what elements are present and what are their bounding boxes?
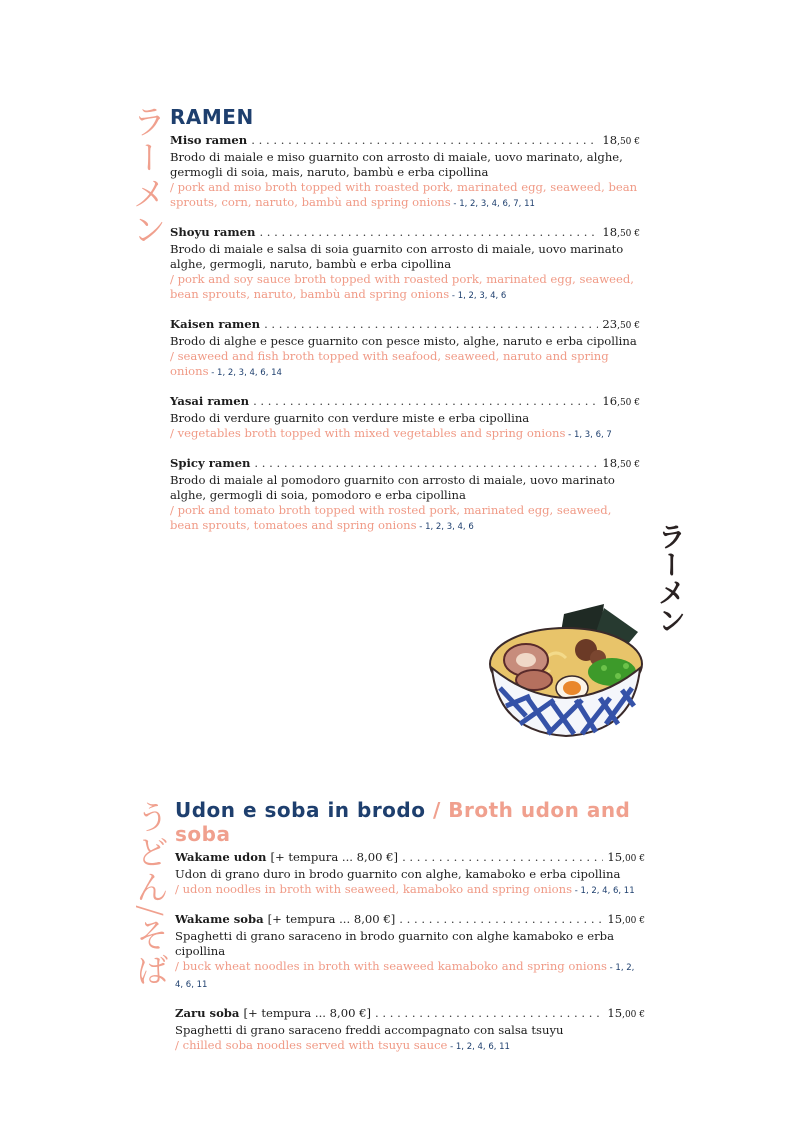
- price-int: 18: [602, 456, 618, 470]
- menu-item-price: [602, 225, 640, 242]
- menu-item-description-en: / udon noodles in broth with seaweed, kamaboko and spring onions: [175, 882, 573, 896]
- leader-dots: [253, 394, 598, 409]
- menu-item-description-it: Brodo di maiale e salsa di soia guarnito con arrosto di maiale, uovo marinato alghe, germogli, naruto, bambù e erba cipollina: [170, 242, 624, 271]
- tempura-extra: [+ tempura ... 8,00 €]: [270, 850, 399, 864]
- price-int: 15: [607, 1006, 623, 1020]
- menu-item-header: [175, 850, 645, 867]
- leader-dots: [264, 317, 598, 332]
- menu-item: [170, 133, 640, 212]
- price-dec: ,50 €: [617, 460, 640, 470]
- price-int: 15: [607, 912, 623, 926]
- menu-item-description-en: / buck wheat noodles in broth with seaweed kamaboko and spring onions: [175, 959, 607, 973]
- menu-item-name: Miso ramen: [170, 133, 248, 147]
- menu-item-description-it: Brodo di verdure guarnito con verdure miste e erba cipollina: [170, 411, 530, 425]
- menu-item-description-en: / chilled soba noodles served with tsuyu sauce: [175, 1038, 448, 1052]
- udon-soba-kana-decoration: うどん/そば: [131, 800, 170, 989]
- menu-item-description-it: Brodo di maiale al pomodoro guarnito con arrosto di maiale, uovo marinato alghe, germogli di soia, pomodoro e erba cipollina: [170, 473, 615, 502]
- section-title-en: / Broth udon and soba: [175, 798, 631, 846]
- menu-item: [175, 912, 645, 993]
- menu-item-header: [170, 394, 640, 411]
- price-int: 18: [602, 225, 618, 239]
- allergens: - 1, 2, 3, 4, 6, 14: [208, 368, 282, 378]
- leader-dots: [375, 1006, 603, 1021]
- menu-item-name: Shoyu ramen: [170, 225, 256, 239]
- leader-dots: [259, 225, 598, 240]
- menu-item: [175, 1006, 645, 1055]
- price-int: 16: [602, 394, 618, 408]
- menu-item-name: Zaru soba: [175, 1006, 240, 1020]
- price-dec: ,50 €: [617, 398, 640, 408]
- price-dec: ,00 €: [622, 854, 645, 864]
- menu-item-description-it: Spaghetti di grano saraceno in brodo guarnito con alghe kamaboko e erba cipollina: [175, 929, 614, 958]
- menu-item-price: [602, 394, 640, 411]
- ramen-section-title: RAMEN: [170, 105, 254, 129]
- allergens: - 1, 2, 4, 6, 11: [175, 963, 635, 990]
- allergens: - 1, 2, 4, 6, 11: [572, 886, 635, 896]
- price-dec: ,50 €: [617, 321, 640, 331]
- menu-item-name: Yasai ramen: [170, 394, 250, 408]
- menu-item-description-en: / pork and miso broth topped with roasted pork, marinated egg, seaweed, bean sprouts, corn, naruto, bambù and spring onions: [170, 180, 638, 209]
- allergens: - 1, 2, 3, 4, 6, 7, 11: [450, 199, 535, 209]
- menu-item: [170, 225, 640, 304]
- leader-dots: [399, 912, 603, 927]
- tempura-extra: [+ tempura ... 8,00 €]: [243, 1006, 372, 1020]
- menu-item-header: [175, 1006, 645, 1023]
- allergens: - 1, 2, 3, 4, 6: [449, 291, 507, 301]
- price-dec: ,50 €: [617, 137, 640, 147]
- leader-dots: [402, 850, 603, 865]
- menu-item-price: [607, 850, 645, 867]
- menu-item-header: [170, 317, 640, 334]
- ramen-section: [170, 105, 640, 548]
- udon-soba-section-title: [175, 798, 645, 846]
- menu-item-description-it: Brodo di maiale e miso guarnito con arrosto di maiale, uovo marinato, alghe, germogli di soia, mais, naruto, bambù e erba cipollina: [170, 150, 623, 179]
- menu-item-description-en: / seaweed and fish broth topped with seafood, seaweed, naruto and spring onions: [170, 349, 609, 378]
- udon-soba-section: [175, 798, 645, 1068]
- menu-item-description-it: Spaghetti di grano saraceno freddi accompagnato con salsa tsuyu: [175, 1023, 564, 1037]
- menu-item: [170, 317, 640, 381]
- price-int: 23: [602, 317, 618, 331]
- price-int: 15: [607, 850, 623, 864]
- menu-item-description-it: Brodo di alghe e pesce guarnito con pesce misto, alghe, naruto e erba cipollina: [170, 334, 637, 348]
- menu-item-price: [602, 456, 640, 473]
- menu-item-header: [170, 133, 640, 150]
- allergens: - 1, 2, 4, 6, 11: [447, 1042, 510, 1052]
- menu-item-description-en: / vegetables broth topped with mixed vegetables and spring onions: [170, 426, 566, 440]
- leader-dots: [254, 456, 598, 471]
- menu-item-name: Kaisen ramen: [170, 317, 261, 331]
- menu-item-name: Wakame soba: [175, 912, 264, 926]
- side-kana-decoration: ラーメン: [654, 522, 687, 634]
- menu-item-description-en: / pork and tomato broth topped with rosted pork, marinated egg, seaweed, bean sprouts, tomatoes and spring onions: [170, 503, 612, 532]
- menu-item-description-it: Udon di grano duro in brodo guarnito con alghe, kamaboko e erba cipollina: [175, 867, 621, 881]
- section-title-it: Udon e soba in brodo: [175, 798, 426, 822]
- menu-item-name: Wakame udon: [175, 850, 267, 864]
- menu-item: [175, 850, 645, 899]
- price-dec: ,00 €: [622, 1010, 645, 1020]
- menu-item-price: [607, 1006, 645, 1023]
- menu-item-price: [602, 317, 640, 334]
- price-dec: ,50 €: [617, 229, 640, 239]
- menu-item-price: [607, 912, 645, 929]
- menu-item-name: Spicy ramen: [170, 456, 251, 470]
- tempura-extra: [+ tempura ... 8,00 €]: [267, 912, 396, 926]
- menu-item: [170, 394, 640, 443]
- ramen-bowl-illustration: [486, 596, 646, 741]
- menu-item-header: [170, 456, 640, 473]
- ramen-kana-decoration: ラーメン: [126, 104, 166, 248]
- menu-item-price: [602, 133, 640, 150]
- allergens: - 1, 3, 6, 7: [565, 430, 612, 440]
- menu-item-header: [170, 225, 640, 242]
- leader-dots: [251, 133, 598, 148]
- menu-item-description-en: / pork and soy sauce broth topped with roasted pork, marinated egg, seaweed, bean sprouts, naruto, bambù and spring onions: [170, 272, 634, 301]
- menu-item: [170, 456, 640, 535]
- price-int: 18: [602, 133, 618, 147]
- price-dec: ,00 €: [622, 916, 645, 926]
- menu-item-header: [175, 912, 645, 929]
- allergens: - 1, 2, 3, 4, 6: [416, 522, 474, 532]
